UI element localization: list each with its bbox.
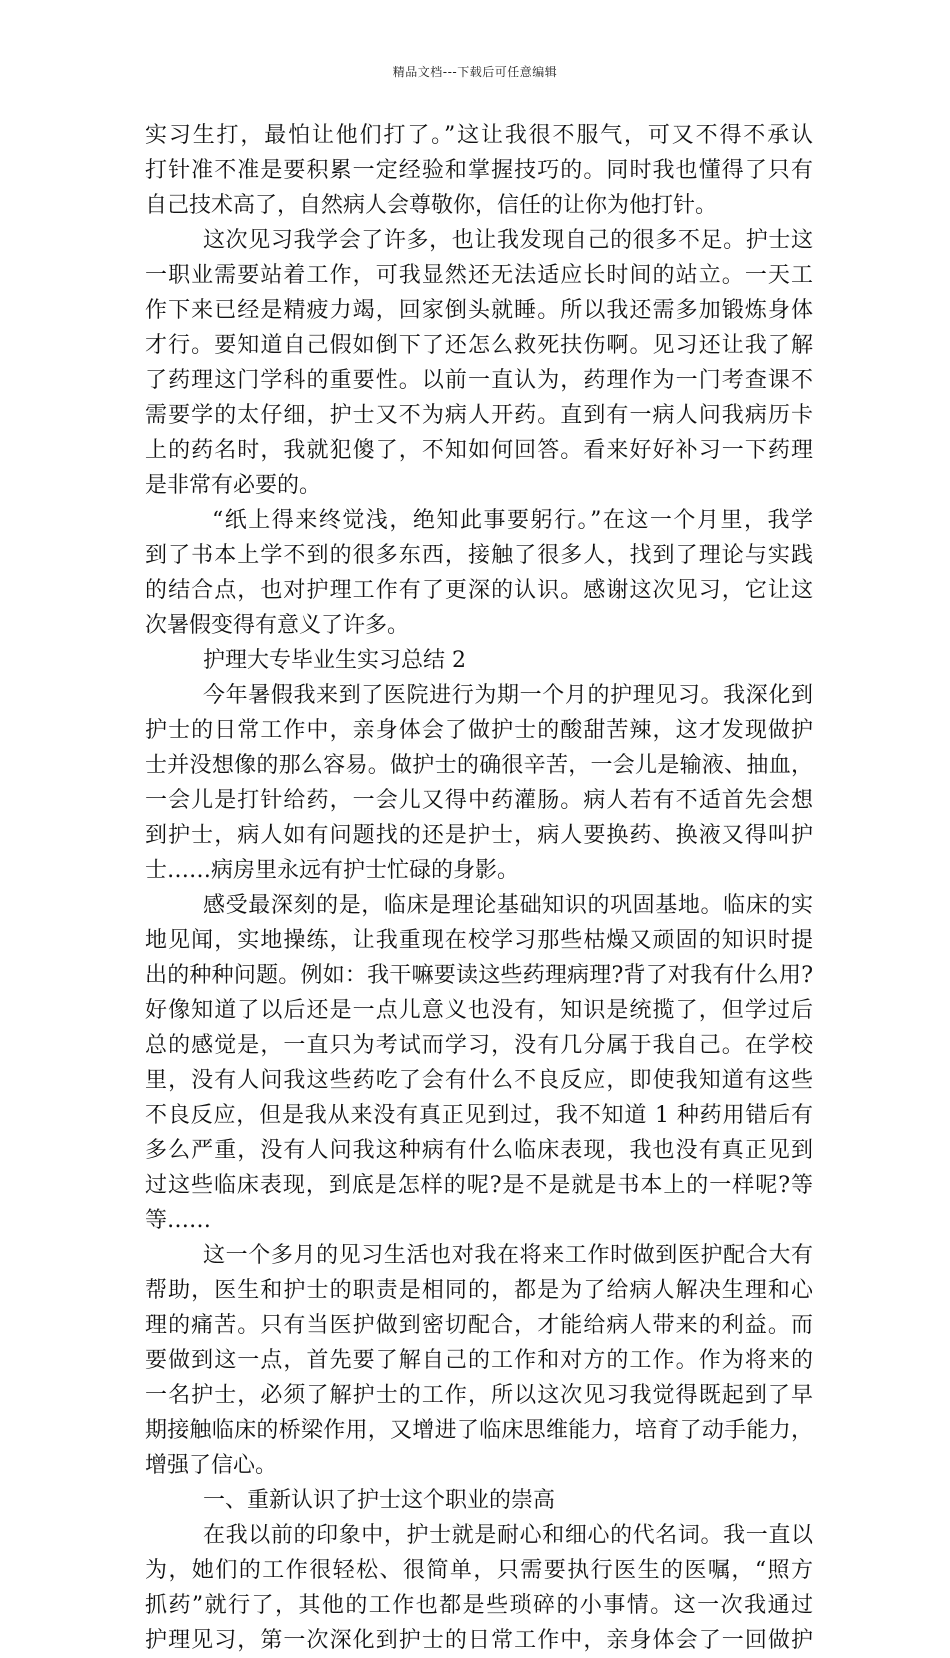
text-line: 士并没想像的那么容易。做护士的确很辛苦，一会儿是输液、抽血， [145, 753, 813, 778]
text-line: 出的种种问题。例如：我干嘛要读这些药理病理?背了对我有什么用? [145, 963, 813, 988]
text-line: 的结合点，也对护理工作有了更深的认识。感谢这次见习，它让这 [145, 578, 813, 603]
text-line: 理的痛苦。只有当医护做到密切配合，才能给病人带来的利益。而 [145, 1313, 813, 1338]
text-line: 实习生打，最怕让他们打了。”这让我很不服气，可又不得不承认 [145, 123, 813, 148]
paragraph-start-line: 这一个多月的见习生活也对我在将来工作时做到医护配合大有 [203, 1243, 813, 1268]
paragraph-start-line: 感受最深刻的是，临床是理论基础知识的巩固基地。临床的实 [203, 893, 813, 918]
page-header: 精品文档---下载后可任意编辑 [392, 65, 558, 79]
text-line: 里，没有人问我这些药吃了会有什么不良反应，即使我知道有这些 [145, 1068, 813, 1093]
section-heading: 护理大专毕业生实习总结 2 [203, 648, 466, 673]
paragraph-start-line: 在我以前的印象中，护士就是耐心和细心的代名词。我一直以 [203, 1523, 813, 1548]
text-line: 需要学的太仔细，护士又不为病人开药。直到有一病人问我病历卡 [145, 403, 813, 428]
text-line: 护士的日常工作中，亲身体会了做护士的酸甜苦辣，这才发现做护 [145, 718, 813, 743]
text-line: 到护士，病人如有问题找的还是护士，病人要换药、换液又得叫护 [145, 823, 813, 848]
text-line: 自己技术高了，自然病人会尊敬你，信任的让你为他打针。 [145, 193, 718, 218]
text-line: 一会儿是打针给药，一会儿又得中药灌肠。病人若有不适首先会想 [145, 788, 813, 813]
section-heading: 一、重新认识了护士这个职业的崇高 [203, 1488, 556, 1513]
text-line: 增强了信心。 [145, 1453, 278, 1478]
paragraph-start-line: “纸上得来终觉浅，绝知此事要躬行。”在这一个月里，我学 [212, 508, 813, 533]
text-line: 才行。要知道自己假如倒下了还怎么救死扶伤啊。见习还让我了解 [145, 333, 813, 358]
text-line: 帮助，医生和护士的职责是相同的，都是为了给病人解决生理和心 [145, 1278, 813, 1303]
text-line: 上的药名时，我就犯傻了，不知如何回答。看来好好补习一下药理 [145, 438, 813, 463]
paragraph-start-line: 这次见习我学会了许多，也让我发现自己的很多不足。护士这 [203, 228, 813, 253]
text-line: 抓药”就行了，其他的工作也都是些琐碎的小事情。这一次我通过 [145, 1593, 813, 1618]
text-line: 士……病房里永远有护士忙碌的身影。 [145, 858, 520, 883]
text-line: 好像知道了以后还是一点儿意义也没有，知识是统揽了，但学过后 [145, 998, 813, 1023]
text-line: 地见闻，实地操练，让我重现在校学习那些枯燥又顽固的知识时提 [145, 928, 813, 953]
text-line: 次暑假变得有意义了许多。 [145, 613, 410, 638]
text-line: 作下来已经是精疲力竭，回家倒头就睡。所以我还需多加锻炼身体 [145, 298, 813, 323]
text-line: 为，她们的工作很轻松、很简单，只需要执行医生的医嘱，“照方 [145, 1558, 813, 1583]
text-line: 过这些临床表现，到底是怎样的呢?是不是就是书本上的一样呢?等 [145, 1173, 813, 1198]
text-line: 打针准不准是要积累一定经验和掌握技巧的。同时我也懂得了只有 [145, 158, 813, 183]
text-line: 是非常有必要的。 [145, 473, 322, 498]
text-line: 等…… [145, 1208, 212, 1233]
document-body [145, 118, 813, 1658]
text-line: 一职业需要站着工作，可我显然还无法适应长时间的站立。一天工 [145, 263, 813, 288]
text-line: 到了书本上学不到的很多东西，接触了很多人，找到了理论与实践 [145, 543, 813, 568]
paragraph-start-line: 今年暑假我来到了医院进行为期一个月的护理见习。我深化到 [203, 683, 813, 708]
text-line: 期接触临床的桥梁作用，又增进了临床思维能力，培育了动手能力， [145, 1418, 813, 1443]
text-line: 不良反应，但是我从来没有真正见到过，我不知道 1 种药用错后有 [145, 1103, 813, 1128]
text-line: 要做到这一点，首先要了解自己的工作和对方的工作。作为将来的 [145, 1348, 813, 1373]
text-line: 护理见习，第一次深化到护士的日常工作中，亲身体会了一回做护 [145, 1628, 813, 1653]
text-line: 总的感觉是，一直只为考试而学习，没有几分属于我自己。在学校 [145, 1033, 813, 1058]
text-line: 一名护士，必须了解护士的工作，所以这次见习我觉得既起到了早 [145, 1383, 813, 1408]
text-line: 多么严重，没有人问我这种病有什么临床表现，我也没有真正见到 [145, 1138, 813, 1163]
text-line: 了药理这门学科的重要性。以前一直认为，药理作为一门考查课不 [145, 368, 813, 393]
